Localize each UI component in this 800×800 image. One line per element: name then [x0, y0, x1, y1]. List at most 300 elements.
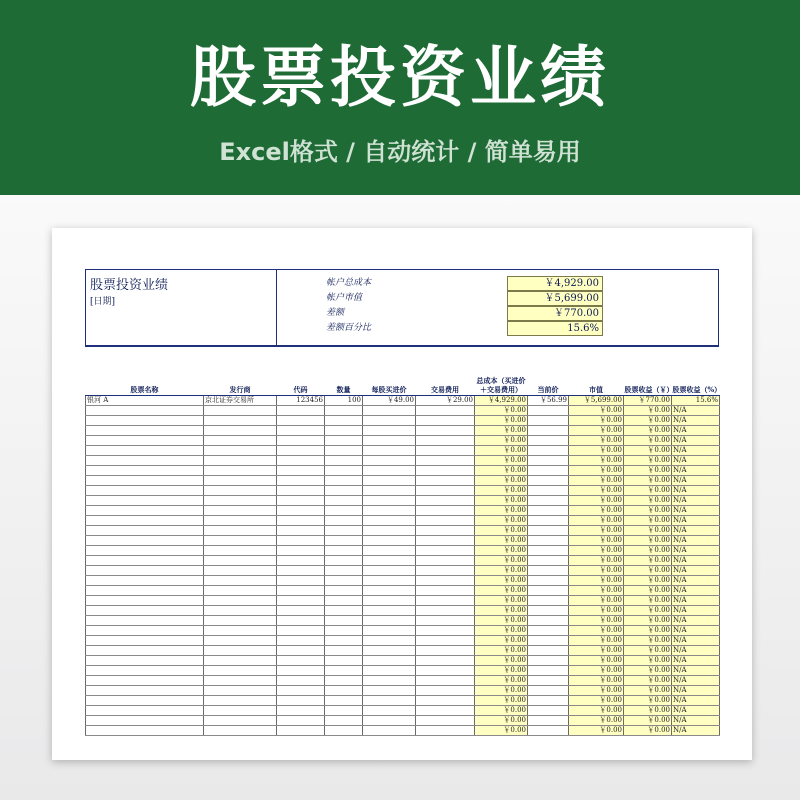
cell-quantity[interactable] — [325, 585, 363, 595]
cell-code[interactable] — [277, 495, 325, 505]
cell-total-cost[interactable]: ￥0.00 — [475, 525, 528, 535]
cell-buy-price[interactable] — [363, 425, 416, 435]
cell-market-value[interactable]: ￥0.00 — [569, 605, 624, 615]
cell-profit-yuan[interactable]: ￥0.00 — [624, 685, 672, 695]
cell-profit-percent[interactable]: N/A — [672, 525, 720, 535]
cell-issuer[interactable] — [204, 625, 277, 635]
cell-profit-percent[interactable]: N/A — [672, 665, 720, 675]
cell-total-cost[interactable]: ￥0.00 — [475, 505, 528, 515]
cell-code[interactable] — [277, 605, 325, 615]
cell-total-cost[interactable]: ￥0.00 — [475, 645, 528, 655]
cell-stock-name[interactable] — [86, 455, 204, 465]
cell-buy-price[interactable] — [363, 545, 416, 555]
cell-fee[interactable] — [416, 425, 475, 435]
cell-market-value[interactable]: ￥0.00 — [569, 625, 624, 635]
cell-code[interactable] — [277, 545, 325, 555]
cell-current-price[interactable] — [528, 675, 569, 685]
cell-code[interactable] — [277, 585, 325, 595]
cell-profit-yuan[interactable]: ￥0.00 — [624, 495, 672, 505]
cell-fee[interactable] — [416, 505, 475, 515]
cell-quantity[interactable] — [325, 645, 363, 655]
cell-total-cost[interactable]: ￥0.00 — [475, 465, 528, 475]
cell-quantity[interactable] — [325, 715, 363, 725]
cell-issuer[interactable] — [204, 425, 277, 435]
cell-quantity[interactable] — [325, 435, 363, 445]
cell-profit-yuan[interactable]: ￥0.00 — [624, 445, 672, 455]
cell-profit-percent[interactable]: N/A — [672, 555, 720, 565]
cell-market-value[interactable]: ￥0.00 — [569, 505, 624, 515]
cell-total-cost[interactable]: ￥0.00 — [475, 565, 528, 575]
cell-stock-name[interactable] — [86, 495, 204, 505]
cell-issuer[interactable] — [204, 665, 277, 675]
cell-issuer[interactable] — [204, 605, 277, 615]
cell-current-price[interactable] — [528, 505, 569, 515]
cell-fee[interactable] — [416, 575, 475, 585]
cell-buy-price[interactable] — [363, 685, 416, 695]
cell-quantity[interactable] — [325, 565, 363, 575]
cell-fee[interactable] — [416, 555, 475, 565]
cell-profit-yuan[interactable]: ￥0.00 — [624, 675, 672, 685]
cell-code[interactable] — [277, 555, 325, 565]
cell-issuer[interactable] — [204, 475, 277, 485]
cell-total-cost[interactable]: ￥0.00 — [475, 725, 528, 735]
cell-profit-yuan[interactable]: ￥0.00 — [624, 665, 672, 675]
cell-current-price[interactable] — [528, 695, 569, 705]
cell-fee[interactable] — [416, 605, 475, 615]
cell-total-cost[interactable]: ￥0.00 — [475, 665, 528, 675]
cell-total-cost[interactable]: ￥0.00 — [475, 555, 528, 565]
cell-buy-price[interactable] — [363, 625, 416, 635]
cell-issuer[interactable] — [204, 575, 277, 585]
cell-fee[interactable] — [416, 445, 475, 455]
cell-current-price[interactable] — [528, 535, 569, 545]
cell-market-value[interactable]: ￥0.00 — [569, 695, 624, 705]
cell-profit-yuan[interactable]: ￥0.00 — [624, 565, 672, 575]
cell-quantity[interactable] — [325, 455, 363, 465]
cell-total-cost[interactable]: ￥0.00 — [475, 685, 528, 695]
cell-buy-price[interactable] — [363, 575, 416, 585]
cell-profit-yuan[interactable]: ￥0.00 — [624, 505, 672, 515]
cell-total-cost[interactable]: ￥0.00 — [475, 435, 528, 445]
cell-stock-name[interactable] — [86, 655, 204, 665]
cell-stock-name[interactable] — [86, 525, 204, 535]
cell-profit-yuan[interactable]: ￥0.00 — [624, 405, 672, 415]
cell-profit-yuan[interactable]: ￥0.00 — [624, 455, 672, 465]
cell-profit-percent[interactable]: N/A — [672, 425, 720, 435]
cell-market-value[interactable]: ￥0.00 — [569, 725, 624, 735]
cell-issuer[interactable] — [204, 495, 277, 505]
cell-market-value[interactable]: ￥0.00 — [569, 545, 624, 555]
cell-buy-price[interactable] — [363, 505, 416, 515]
cell-code[interactable] — [277, 625, 325, 635]
cell-market-value[interactable]: ￥0.00 — [569, 675, 624, 685]
cell-code[interactable] — [277, 485, 325, 495]
cell-quantity[interactable] — [325, 695, 363, 705]
cell-stock-name[interactable] — [86, 685, 204, 695]
cell-code[interactable] — [277, 535, 325, 545]
cell-total-cost[interactable]: ￥0.00 — [475, 715, 528, 725]
cell-profit-yuan[interactable]: ￥0.00 — [624, 545, 672, 555]
cell-fee[interactable] — [416, 595, 475, 605]
cell-stock-name[interactable] — [86, 485, 204, 495]
cell-fee[interactable] — [416, 415, 475, 425]
cell-market-value[interactable]: ￥0.00 — [569, 415, 624, 425]
cell-fee[interactable] — [416, 535, 475, 545]
cell-code[interactable] — [277, 575, 325, 585]
cell-fee[interactable] — [416, 715, 475, 725]
cell-quantity[interactable] — [325, 665, 363, 675]
cell-issuer[interactable] — [204, 485, 277, 495]
cell-stock-name[interactable] — [86, 695, 204, 705]
cell-current-price[interactable] — [528, 685, 569, 695]
cell-fee[interactable] — [416, 705, 475, 715]
cell-stock-name[interactable] — [86, 635, 204, 645]
cell-quantity[interactable] — [325, 415, 363, 425]
cell-current-price[interactable] — [528, 655, 569, 665]
cell-market-value[interactable]: ￥0.00 — [569, 635, 624, 645]
cell-quantity[interactable] — [325, 575, 363, 585]
cell-current-price[interactable] — [528, 605, 569, 615]
cell-market-value[interactable]: ￥0.00 — [569, 615, 624, 625]
cell-market-value[interactable]: ￥0.00 — [569, 445, 624, 455]
cell-code[interactable] — [277, 565, 325, 575]
cell-stock-name[interactable] — [86, 515, 204, 525]
cell-code[interactable] — [277, 405, 325, 415]
cell-buy-price[interactable] — [363, 465, 416, 475]
cell-profit-percent[interactable]: N/A — [672, 445, 720, 455]
cell-fee[interactable] — [416, 645, 475, 655]
cell-quantity[interactable] — [325, 515, 363, 525]
cell-total-cost[interactable]: ￥0.00 — [475, 675, 528, 685]
cell-buy-price[interactable] — [363, 585, 416, 595]
cell-market-value[interactable]: ￥0.00 — [569, 455, 624, 465]
cell-buy-price[interactable] — [363, 565, 416, 575]
cell-current-price[interactable] — [528, 455, 569, 465]
summary-value-total-cost[interactable]: ￥4,929.00 — [507, 276, 603, 291]
cell-current-price[interactable] — [528, 435, 569, 445]
cell-total-cost[interactable]: ￥0.00 — [475, 605, 528, 615]
cell-stock-name[interactable] — [86, 725, 204, 735]
cell-issuer[interactable] — [204, 725, 277, 735]
cell-fee[interactable] — [416, 545, 475, 555]
cell-profit-yuan[interactable]: ￥0.00 — [624, 625, 672, 635]
cell-buy-price[interactable] — [363, 595, 416, 605]
cell-code[interactable] — [277, 705, 325, 715]
cell-quantity[interactable] — [325, 505, 363, 515]
cell-profit-percent[interactable]: N/A — [672, 565, 720, 575]
cell-fee[interactable] — [416, 515, 475, 525]
cell-code[interactable] — [277, 425, 325, 435]
cell-issuer[interactable] — [204, 445, 277, 455]
cell-code[interactable] — [277, 595, 325, 605]
cell-quantity[interactable] — [325, 685, 363, 695]
cell-buy-price[interactable] — [363, 495, 416, 505]
cell-issuer[interactable] — [204, 615, 277, 625]
cell-profit-percent[interactable]: N/A — [672, 435, 720, 445]
cell-current-price[interactable] — [528, 625, 569, 635]
cell-market-value[interactable]: ￥0.00 — [569, 655, 624, 665]
cell-market-value[interactable]: ￥5,699.00 — [569, 395, 624, 405]
cell-issuer[interactable] — [204, 565, 277, 575]
sheet-title[interactable]: 股票投资业绩 — [90, 278, 169, 293]
cell-fee[interactable] — [416, 485, 475, 495]
cell-profit-percent[interactable]: N/A — [672, 545, 720, 555]
cell-fee[interactable] — [416, 405, 475, 415]
cell-market-value[interactable]: ￥0.00 — [569, 665, 624, 675]
cell-profit-yuan[interactable]: ￥0.00 — [624, 635, 672, 645]
cell-issuer[interactable] — [204, 535, 277, 545]
cell-fee[interactable] — [416, 525, 475, 535]
cell-buy-price[interactable] — [363, 435, 416, 445]
cell-stock-name[interactable] — [86, 475, 204, 485]
cell-total-cost[interactable]: ￥0.00 — [475, 405, 528, 415]
cell-code[interactable] — [277, 615, 325, 625]
cell-current-price[interactable] — [528, 645, 569, 655]
cell-profit-yuan[interactable]: ￥0.00 — [624, 415, 672, 425]
cell-code[interactable]: 123456 — [277, 395, 325, 405]
cell-current-price[interactable] — [528, 725, 569, 735]
cell-profit-percent[interactable]: N/A — [672, 675, 720, 685]
cell-market-value[interactable]: ￥0.00 — [569, 535, 624, 545]
cell-market-value[interactable]: ￥0.00 — [569, 405, 624, 415]
cell-quantity[interactable] — [325, 535, 363, 545]
cell-profit-percent[interactable]: N/A — [672, 715, 720, 725]
cell-quantity[interactable] — [325, 675, 363, 685]
cell-stock-name[interactable] — [86, 505, 204, 515]
cell-profit-yuan[interactable]: ￥0.00 — [624, 595, 672, 605]
cell-code[interactable] — [277, 505, 325, 515]
cell-quantity[interactable] — [325, 545, 363, 555]
cell-stock-name[interactable] — [86, 545, 204, 555]
cell-current-price[interactable] — [528, 525, 569, 535]
cell-issuer[interactable] — [204, 695, 277, 705]
cell-fee[interactable] — [416, 625, 475, 635]
cell-code[interactable] — [277, 675, 325, 685]
cell-fee[interactable] — [416, 665, 475, 675]
cell-current-price[interactable] — [528, 495, 569, 505]
cell-code[interactable] — [277, 635, 325, 645]
cell-profit-yuan[interactable]: ￥0.00 — [624, 695, 672, 705]
cell-stock-name[interactable] — [86, 405, 204, 415]
cell-profit-yuan[interactable]: ￥0.00 — [624, 585, 672, 595]
cell-current-price[interactable] — [528, 595, 569, 605]
cell-profit-percent[interactable]: N/A — [672, 575, 720, 585]
cell-fee[interactable] — [416, 465, 475, 475]
cell-buy-price[interactable] — [363, 635, 416, 645]
cell-issuer[interactable] — [204, 555, 277, 565]
cell-profit-percent[interactable]: N/A — [672, 495, 720, 505]
cell-profit-percent[interactable]: N/A — [672, 615, 720, 625]
cell-code[interactable] — [277, 665, 325, 675]
cell-buy-price[interactable] — [363, 725, 416, 735]
cell-issuer[interactable] — [204, 465, 277, 475]
cell-profit-percent[interactable]: N/A — [672, 515, 720, 525]
cell-stock-name[interactable] — [86, 645, 204, 655]
cell-stock-name[interactable]: 银河 A — [86, 395, 204, 405]
cell-fee[interactable]: ￥29.00 — [416, 395, 475, 405]
cell-buy-price[interactable] — [363, 675, 416, 685]
cell-quantity[interactable] — [325, 615, 363, 625]
summary-value-difference-percent[interactable]: 15.6% — [507, 321, 603, 336]
cell-current-price[interactable] — [528, 415, 569, 425]
cell-quantity[interactable] — [325, 405, 363, 415]
cell-current-price[interactable] — [528, 485, 569, 495]
cell-stock-name[interactable] — [86, 625, 204, 635]
cell-fee[interactable] — [416, 655, 475, 665]
cell-market-value[interactable]: ￥0.00 — [569, 575, 624, 585]
cell-stock-name[interactable] — [86, 595, 204, 605]
cell-issuer[interactable] — [204, 675, 277, 685]
cell-buy-price[interactable] — [363, 555, 416, 565]
cell-quantity[interactable] — [325, 725, 363, 735]
cell-market-value[interactable]: ￥0.00 — [569, 495, 624, 505]
cell-stock-name[interactable] — [86, 565, 204, 575]
cell-market-value[interactable]: ￥0.00 — [569, 585, 624, 595]
cell-current-price[interactable] — [528, 515, 569, 525]
cell-code[interactable] — [277, 725, 325, 735]
cell-stock-name[interactable] — [86, 585, 204, 595]
cell-profit-percent[interactable]: N/A — [672, 595, 720, 605]
cell-buy-price[interactable] — [363, 485, 416, 495]
cell-buy-price[interactable] — [363, 705, 416, 715]
cell-issuer[interactable] — [204, 655, 277, 665]
cell-profit-yuan[interactable]: ￥0.00 — [624, 535, 672, 545]
cell-current-price[interactable] — [528, 445, 569, 455]
cell-profit-percent[interactable]: N/A — [672, 475, 720, 485]
cell-profit-yuan[interactable]: ￥0.00 — [624, 435, 672, 445]
cell-total-cost[interactable]: ￥0.00 — [475, 615, 528, 625]
cell-code[interactable] — [277, 685, 325, 695]
cell-buy-price[interactable] — [363, 615, 416, 625]
cell-fee[interactable] — [416, 475, 475, 485]
cell-profit-yuan[interactable]: ￥0.00 — [624, 715, 672, 725]
cell-market-value[interactable]: ￥0.00 — [569, 425, 624, 435]
cell-stock-name[interactable] — [86, 605, 204, 615]
cell-profit-percent[interactable]: N/A — [672, 405, 720, 415]
cell-profit-yuan[interactable]: ￥770.00 — [624, 395, 672, 405]
cell-buy-price[interactable] — [363, 535, 416, 545]
cell-total-cost[interactable]: ￥0.00 — [475, 625, 528, 635]
summary-value-difference[interactable]: ￥770.00 — [507, 306, 603, 321]
cell-quantity[interactable]: 100 — [325, 395, 363, 405]
cell-current-price[interactable]: ￥56.99 — [528, 395, 569, 405]
cell-quantity[interactable] — [325, 495, 363, 505]
cell-quantity[interactable] — [325, 655, 363, 665]
cell-profit-yuan[interactable]: ￥0.00 — [624, 425, 672, 435]
cell-current-price[interactable] — [528, 665, 569, 675]
cell-quantity[interactable] — [325, 595, 363, 605]
cell-stock-name[interactable] — [86, 535, 204, 545]
cell-fee[interactable] — [416, 495, 475, 505]
cell-total-cost[interactable]: ￥0.00 — [475, 515, 528, 525]
cell-total-cost[interactable]: ￥0.00 — [475, 425, 528, 435]
cell-profit-percent[interactable]: N/A — [672, 645, 720, 655]
cell-market-value[interactable]: ￥0.00 — [569, 685, 624, 695]
cell-code[interactable] — [277, 645, 325, 655]
cell-profit-percent[interactable]: N/A — [672, 415, 720, 425]
cell-code[interactable] — [277, 515, 325, 525]
cell-issuer[interactable] — [204, 705, 277, 715]
cell-code[interactable] — [277, 695, 325, 705]
cell-current-price[interactable] — [528, 475, 569, 485]
cell-stock-name[interactable] — [86, 555, 204, 565]
cell-issuer[interactable] — [204, 685, 277, 695]
cell-total-cost[interactable]: ￥0.00 — [475, 595, 528, 605]
cell-issuer[interactable] — [204, 595, 277, 605]
cell-market-value[interactable]: ￥0.00 — [569, 565, 624, 575]
cell-profit-percent[interactable]: N/A — [672, 655, 720, 665]
cell-fee[interactable] — [416, 675, 475, 685]
cell-total-cost[interactable]: ￥0.00 — [475, 575, 528, 585]
cell-buy-price[interactable] — [363, 645, 416, 655]
cell-quantity[interactable] — [325, 635, 363, 645]
cell-current-price[interactable] — [528, 585, 569, 595]
cell-stock-name[interactable] — [86, 715, 204, 725]
cell-profit-percent[interactable]: N/A — [672, 695, 720, 705]
cell-market-value[interactable]: ￥0.00 — [569, 555, 624, 565]
cell-profit-percent[interactable]: N/A — [672, 505, 720, 515]
cell-market-value[interactable]: ￥0.00 — [569, 525, 624, 535]
cell-fee[interactable] — [416, 725, 475, 735]
cell-buy-price[interactable] — [363, 605, 416, 615]
summary-value-market-value[interactable]: ￥5,699.00 — [507, 291, 603, 306]
cell-issuer[interactable] — [204, 645, 277, 655]
cell-stock-name[interactable] — [86, 615, 204, 625]
cell-profit-yuan[interactable]: ￥0.00 — [624, 575, 672, 585]
cell-code[interactable] — [277, 465, 325, 475]
cell-quantity[interactable] — [325, 625, 363, 635]
cell-code[interactable] — [277, 445, 325, 455]
cell-current-price[interactable] — [528, 555, 569, 565]
cell-total-cost[interactable]: ￥0.00 — [475, 475, 528, 485]
cell-stock-name[interactable] — [86, 465, 204, 475]
cell-market-value[interactable]: ￥0.00 — [569, 715, 624, 725]
cell-market-value[interactable]: ￥0.00 — [569, 595, 624, 605]
cell-stock-name[interactable] — [86, 705, 204, 715]
cell-profit-yuan[interactable]: ￥0.00 — [624, 485, 672, 495]
cell-buy-price[interactable] — [363, 455, 416, 465]
cell-profit-yuan[interactable]: ￥0.00 — [624, 525, 672, 535]
cell-code[interactable] — [277, 415, 325, 425]
cell-profit-yuan[interactable]: ￥0.00 — [624, 515, 672, 525]
cell-total-cost[interactable]: ￥0.00 — [475, 535, 528, 545]
cell-stock-name[interactable] — [86, 435, 204, 445]
cell-buy-price[interactable] — [363, 525, 416, 535]
cell-market-value[interactable]: ￥0.00 — [569, 645, 624, 655]
cell-market-value[interactable]: ￥0.00 — [569, 435, 624, 445]
cell-code[interactable] — [277, 455, 325, 465]
cell-total-cost[interactable]: ￥0.00 — [475, 705, 528, 715]
cell-fee[interactable] — [416, 585, 475, 595]
cell-profit-yuan[interactable]: ￥0.00 — [624, 555, 672, 565]
cell-market-value[interactable]: ￥0.00 — [569, 705, 624, 715]
cell-current-price[interactable] — [528, 425, 569, 435]
cell-stock-name[interactable] — [86, 575, 204, 585]
cell-stock-name[interactable] — [86, 445, 204, 455]
cell-total-cost[interactable]: ￥0.00 — [475, 585, 528, 595]
cell-buy-price[interactable] — [363, 445, 416, 455]
cell-issuer[interactable] — [204, 455, 277, 465]
cell-stock-name[interactable] — [86, 665, 204, 675]
cell-buy-price[interactable] — [363, 655, 416, 665]
cell-total-cost[interactable]: ￥0.00 — [475, 655, 528, 665]
cell-total-cost[interactable]: ￥0.00 — [475, 415, 528, 425]
cell-total-cost[interactable]: ￥0.00 — [475, 695, 528, 705]
cell-current-price[interactable] — [528, 715, 569, 725]
cell-market-value[interactable]: ￥0.00 — [569, 465, 624, 475]
cell-current-price[interactable] — [528, 705, 569, 715]
cell-current-price[interactable] — [528, 565, 569, 575]
